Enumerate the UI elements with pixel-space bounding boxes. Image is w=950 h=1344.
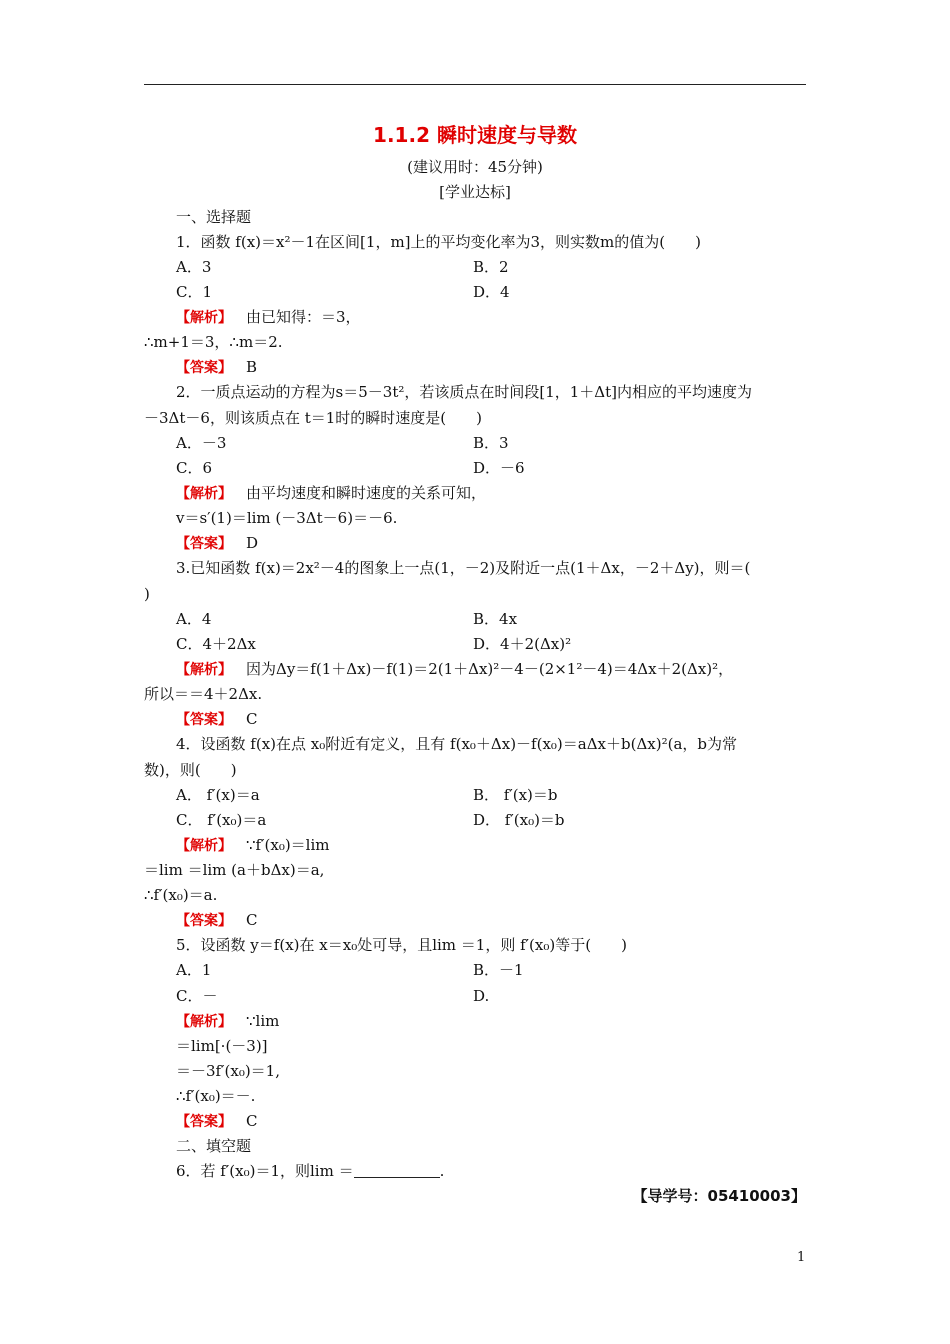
q4-answer <box>176 910 257 931</box>
q5-analysis <box>176 1011 279 1032</box>
q5-analysis-line4: ∴f′(x₀)＝－. <box>176 1087 256 1105</box>
q5-answer-value: C <box>246 1112 258 1130</box>
q1-option-c: C．1 <box>176 283 213 301</box>
q3-analysis <box>176 659 733 680</box>
q3-stem-line1: 3.已知函数 f(x)＝2x²－4的图象上一点(1，－2)及附近一点(1＋Δx，－2＋Δy)，则＝( <box>176 559 751 577</box>
time-note: (建议用时：45分钟) <box>407 158 543 176</box>
q2-option-a: A．－3 <box>176 434 227 452</box>
analysis-tag: 【解析】 <box>176 310 232 326</box>
q1-answer-value: B <box>246 358 258 376</box>
q5-option-d: D. <box>473 987 490 1005</box>
answer-tag: 【答案】 <box>176 536 232 552</box>
q3-option-c: C．4＋2Δx <box>176 635 256 653</box>
q2-analysis-text: 由平均速度和瞬时速度的关系可知， <box>246 484 487 502</box>
analysis-tag: 【解析】 <box>176 486 232 502</box>
answer-tag: 【答案】 <box>176 1114 232 1130</box>
header-rule <box>144 84 806 85</box>
q3-answer-value: C <box>246 710 258 728</box>
q2-option-d: D．－6 <box>473 459 525 477</box>
q2-stem-line1: 2．一质点运动的方程为s＝5－3t²，若该质点在时间段[1，1＋Δt]内相应的平均速度为 <box>176 383 753 401</box>
analysis-tag: 【解析】 <box>176 1014 232 1030</box>
q1-analysis-text: 由已知得：＝3， <box>246 308 361 326</box>
level-label: [学业达标] <box>439 183 511 201</box>
q4-option-d: D． f′(x₀)＝b <box>473 811 565 829</box>
answer-tag: 【答案】 <box>176 712 232 728</box>
q3-option-d: D．4＋2(Δx)² <box>473 635 572 653</box>
answer-tag: 【答案】 <box>176 360 232 376</box>
q3-stem-line2: ) <box>144 585 150 603</box>
q6-stem <box>176 1161 444 1181</box>
q1-analysis <box>176 307 361 328</box>
q2-answer-value: D <box>246 534 259 552</box>
q2-option-c: C．6 <box>176 459 213 477</box>
q3-analysis-text: 因为Δy＝f(1＋Δx)－f(1)＝2(1＋Δx)²－4－(2×1²－4)＝4Δx＋2(Δx)²， <box>246 660 734 678</box>
q1-option-d: D．4 <box>473 283 510 301</box>
q2-option-b: B．3 <box>473 434 509 452</box>
analysis-tag: 【解析】 <box>176 662 232 678</box>
q4-analysis-text: ∵f′(x₀)＝lim <box>246 836 330 854</box>
q4-stem-line1: 4．设函数 f(x)在点 x₀附近有定义，且有 f(x₀＋Δx)－f(x₀)＝aΔx＋b(Δx)²(a，b为常 <box>176 735 738 753</box>
q5-analysis-line2: ＝lim[·(－3)] <box>176 1037 268 1055</box>
q1-option-b: B．2 <box>473 258 509 276</box>
q4-analysis <box>176 835 330 856</box>
q1-stem: 1．函数 f(x)＝x²－1在区间[1，m]上的平均变化率为3，则实数m的值为( ) <box>176 233 701 251</box>
q3-option-b: B．4x <box>473 610 518 628</box>
q1-option-a: A．3 <box>176 258 212 276</box>
q1-analysis-line2: ∴m+1＝3，∴m＝2. <box>144 333 283 351</box>
analysis-tag: 【解析】 <box>176 838 232 854</box>
page-title: 1.1.2 瞬时速度与导数 <box>373 123 577 147</box>
q3-option-a: A．4 <box>176 610 212 628</box>
q4-answer-value: C <box>246 911 258 929</box>
q1-answer <box>176 357 257 378</box>
q5-option-b: B．－1 <box>473 961 524 979</box>
q4-option-c: C． f′(x₀)＝a <box>176 811 267 829</box>
q3-answer <box>176 709 257 730</box>
q4-analysis-line3: ∴f′(x₀)＝a. <box>144 886 218 904</box>
q5-option-c: C．－ <box>176 987 218 1005</box>
answer-blank <box>354 1163 440 1178</box>
q4-option-b: B． f′(x)＝b <box>473 786 558 804</box>
q6-stem-end: . <box>439 1162 445 1180</box>
q4-stem-line2: 数)，则( ) <box>144 761 237 779</box>
q2-stem-line2: －3Δt－6，则该质点在 t＝1时的瞬时速度是( ) <box>144 409 482 427</box>
q3-analysis-line2: 所以＝＝4＋2Δx. <box>144 685 263 703</box>
q6-stem-text: 6．若 f′(x₀)＝1，则lim ＝ <box>176 1162 354 1180</box>
q4-analysis-line2: ＝lim ＝lim (a＋bΔx)＝a, <box>144 861 325 879</box>
q5-answer <box>176 1111 257 1132</box>
q5-analysis-line3: ＝－3f′(x₀)＝1, <box>176 1062 280 1080</box>
q2-analysis-line2: v＝s′(1)＝lim (－3Δt－6)＝－6. <box>176 509 398 527</box>
q2-answer <box>176 533 258 554</box>
q5-stem: 5．设函数 y＝f(x)在 x＝x₀处可导，且lim ＝1，则 f′(x₀)等于( ) <box>176 936 627 954</box>
section-fill: 二、填空题 <box>176 1137 252 1155</box>
q2-analysis <box>176 483 486 504</box>
q5-option-a: A．1 <box>176 961 212 979</box>
q4-option-a: A． f′(x)＝a <box>176 786 260 804</box>
guide-number: 【导学号：05410003】 <box>632 1187 806 1205</box>
section-choice: 一、选择题 <box>176 208 252 226</box>
q5-analysis-text: ∵lim <box>246 1012 280 1030</box>
page-number: 1 <box>797 1250 806 1265</box>
answer-tag: 【答案】 <box>176 913 232 929</box>
